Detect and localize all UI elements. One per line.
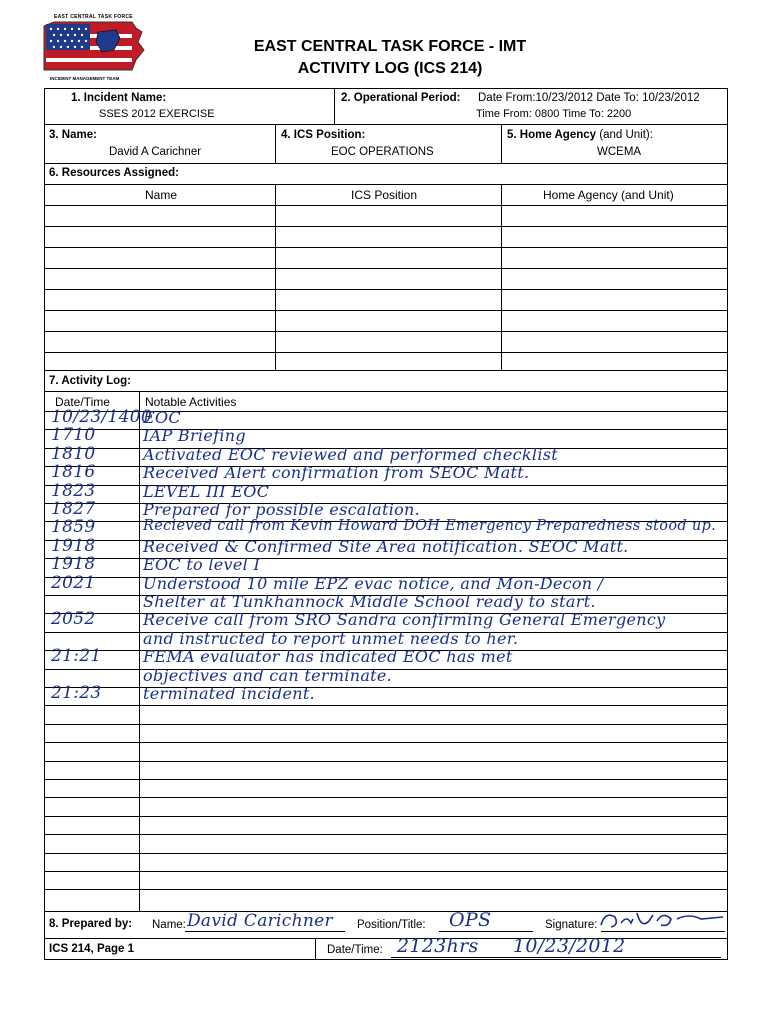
form-page-label: ICS 214, Page 1	[49, 943, 135, 955]
form-subtitle: ACTIVITY LOG (ICS 214)	[297, 60, 483, 77]
activity-entry-text[interactable]: objectives and can terminate.	[143, 665, 393, 685]
activity-entry-text[interactable]: Activated EOC reviewed and performed checklist	[143, 444, 558, 464]
activity-col-notable-activities: Notable Activities	[145, 395, 237, 409]
ics-214-form	[44, 88, 728, 960]
activity-row-line	[45, 761, 727, 762]
position-title-label: Position/Title:	[357, 919, 426, 931]
activity-entry-time[interactable]: 21:21	[51, 646, 102, 667]
operational-period-times[interactable]: Time From: 0800 Time To: 2200	[476, 108, 632, 120]
activity-entry-text[interactable]: EOC	[143, 408, 181, 427]
name-value[interactable]: David A Carichner	[109, 146, 202, 158]
activity-entry-text[interactable]: Recieved call from Kevin Howard DOH Emergency Preparedness stood up.	[143, 518, 716, 535]
form-title: EAST CENTRAL TASK FORCE - IMT	[253, 38, 527, 55]
activity-entry-time[interactable]: 2052	[51, 609, 96, 630]
resources-col-home-agency: Home Agency (and Unit)	[543, 188, 674, 202]
prepared-time-value[interactable]: 2123hrs	[397, 935, 479, 957]
prepared-date-value[interactable]: 10/23/2012	[513, 935, 626, 957]
pennsylvania-flag-map-icon	[36, 20, 146, 82]
incident-name-label: 1. Incident Name:	[71, 92, 167, 104]
activity-entry-text[interactable]: LEVEL III EOC	[143, 481, 270, 501]
activity-row-line	[45, 853, 727, 854]
ics-position-value[interactable]: EOC OPERATIONS	[331, 146, 434, 158]
signature-image[interactable]	[597, 907, 727, 935]
activity-entry-time[interactable]: 10/23/1400	[51, 407, 152, 427]
activity-entry-time[interactable]: 1816	[51, 462, 96, 483]
prepared-by-label: 8. Prepared by:	[49, 918, 133, 930]
activity-entry-text[interactable]: FEMA evaluator has indicated EOC has met	[143, 647, 513, 667]
activity-entry-text[interactable]: Prepared for possible escalation.	[143, 500, 421, 519]
activity-entry-text[interactable]: Received & Confirmed Site Area notification. SEOC Matt.	[143, 536, 629, 556]
operational-period-dates[interactable]: Date From:10/23/2012 Date To: 10/23/2012	[478, 92, 700, 104]
resources-row-line	[45, 331, 727, 332]
activity-entry-time[interactable]: 1827	[51, 499, 96, 519]
resources-row-line	[45, 226, 727, 227]
resources-row-line	[45, 289, 727, 290]
activity-entry-text[interactable]: Receive call from SRO Sandra confirming General Emergency	[143, 610, 666, 630]
resources-row-line	[45, 205, 727, 206]
ics-position-label: 4. ICS Position:	[281, 129, 366, 141]
incident-name-value[interactable]: SSES 2012 EXERCISE	[99, 108, 215, 120]
activity-entry-time[interactable]: 2021	[51, 572, 96, 593]
activity-row-line	[45, 705, 727, 706]
activity-entry-time[interactable]: 1859	[51, 517, 96, 538]
activity-entry-text[interactable]: terminated incident.	[143, 684, 315, 703]
activity-entry-text[interactable]: EOC to level I	[143, 555, 261, 575]
activity-entry-text[interactable]: Received Alert confirmation from SEOC Matt.	[143, 463, 530, 483]
resources-col-ics-position: ICS Position	[351, 188, 418, 202]
activity-col-datetime: Date/Time	[55, 395, 110, 409]
resources-assigned-label: 6. Resources Assigned:	[49, 167, 179, 179]
activity-row-line	[45, 797, 727, 798]
activity-entry-time[interactable]: 1823	[51, 480, 96, 501]
home-agency-label: 5. Home Agency (and Unit):	[507, 129, 653, 141]
activity-entry-time[interactable]: 1810	[51, 443, 96, 464]
prepared-name-value[interactable]: David Carichner	[187, 911, 333, 931]
activity-entry-text[interactable]: and instructed to report unmet needs to her.	[143, 628, 519, 648]
resources-col-name: Name	[145, 188, 178, 202]
activity-row-line	[45, 779, 727, 780]
resources-row-line	[45, 184, 727, 185]
activity-entry-text[interactable]: Understood 10 mile EPZ evac notice, and Mon-Decon /	[143, 573, 604, 593]
resources-row-line	[45, 268, 727, 269]
resources-row-line	[45, 352, 727, 353]
activity-row-line	[45, 889, 727, 890]
activity-row-line	[45, 724, 727, 725]
activity-entry-text[interactable]: Shelter at Tunkhannock Middle School ready to start.	[143, 592, 596, 611]
logo-org-text: EAST CENTRAL TASK FORCE	[54, 14, 133, 20]
activity-log-label: 7. Activity Log:	[49, 375, 131, 387]
resources-row-line	[45, 310, 727, 311]
position-title-value[interactable]: OPS	[449, 909, 492, 931]
activity-entry-text[interactable]: IAP Briefing	[143, 426, 246, 446]
task-force-logo	[36, 14, 146, 82]
logo-team-text: INCIDENT MANAGEMENT TEAM	[50, 76, 120, 81]
activity-row-line	[45, 816, 727, 817]
activity-row-line	[45, 871, 727, 872]
prepared-name-label: Name:	[152, 919, 186, 931]
resources-row-line	[45, 247, 727, 248]
operational-period-label: 2. Operational Period:	[341, 92, 461, 104]
home-agency-value[interactable]: WCEMA	[597, 146, 642, 158]
activity-entry-time[interactable]: 1918	[51, 554, 96, 575]
activity-entry-time[interactable]: 1918	[51, 535, 96, 556]
date-time-label: Date/Time:	[327, 944, 383, 956]
signature-label: Signature:	[545, 919, 598, 931]
activity-row-line	[45, 742, 727, 743]
name-label: 3. Name:	[49, 129, 97, 141]
activity-row-line	[45, 834, 727, 835]
activity-entry-time[interactable]: 1710	[51, 425, 96, 446]
activity-entry-time[interactable]: 21:23	[51, 683, 102, 703]
